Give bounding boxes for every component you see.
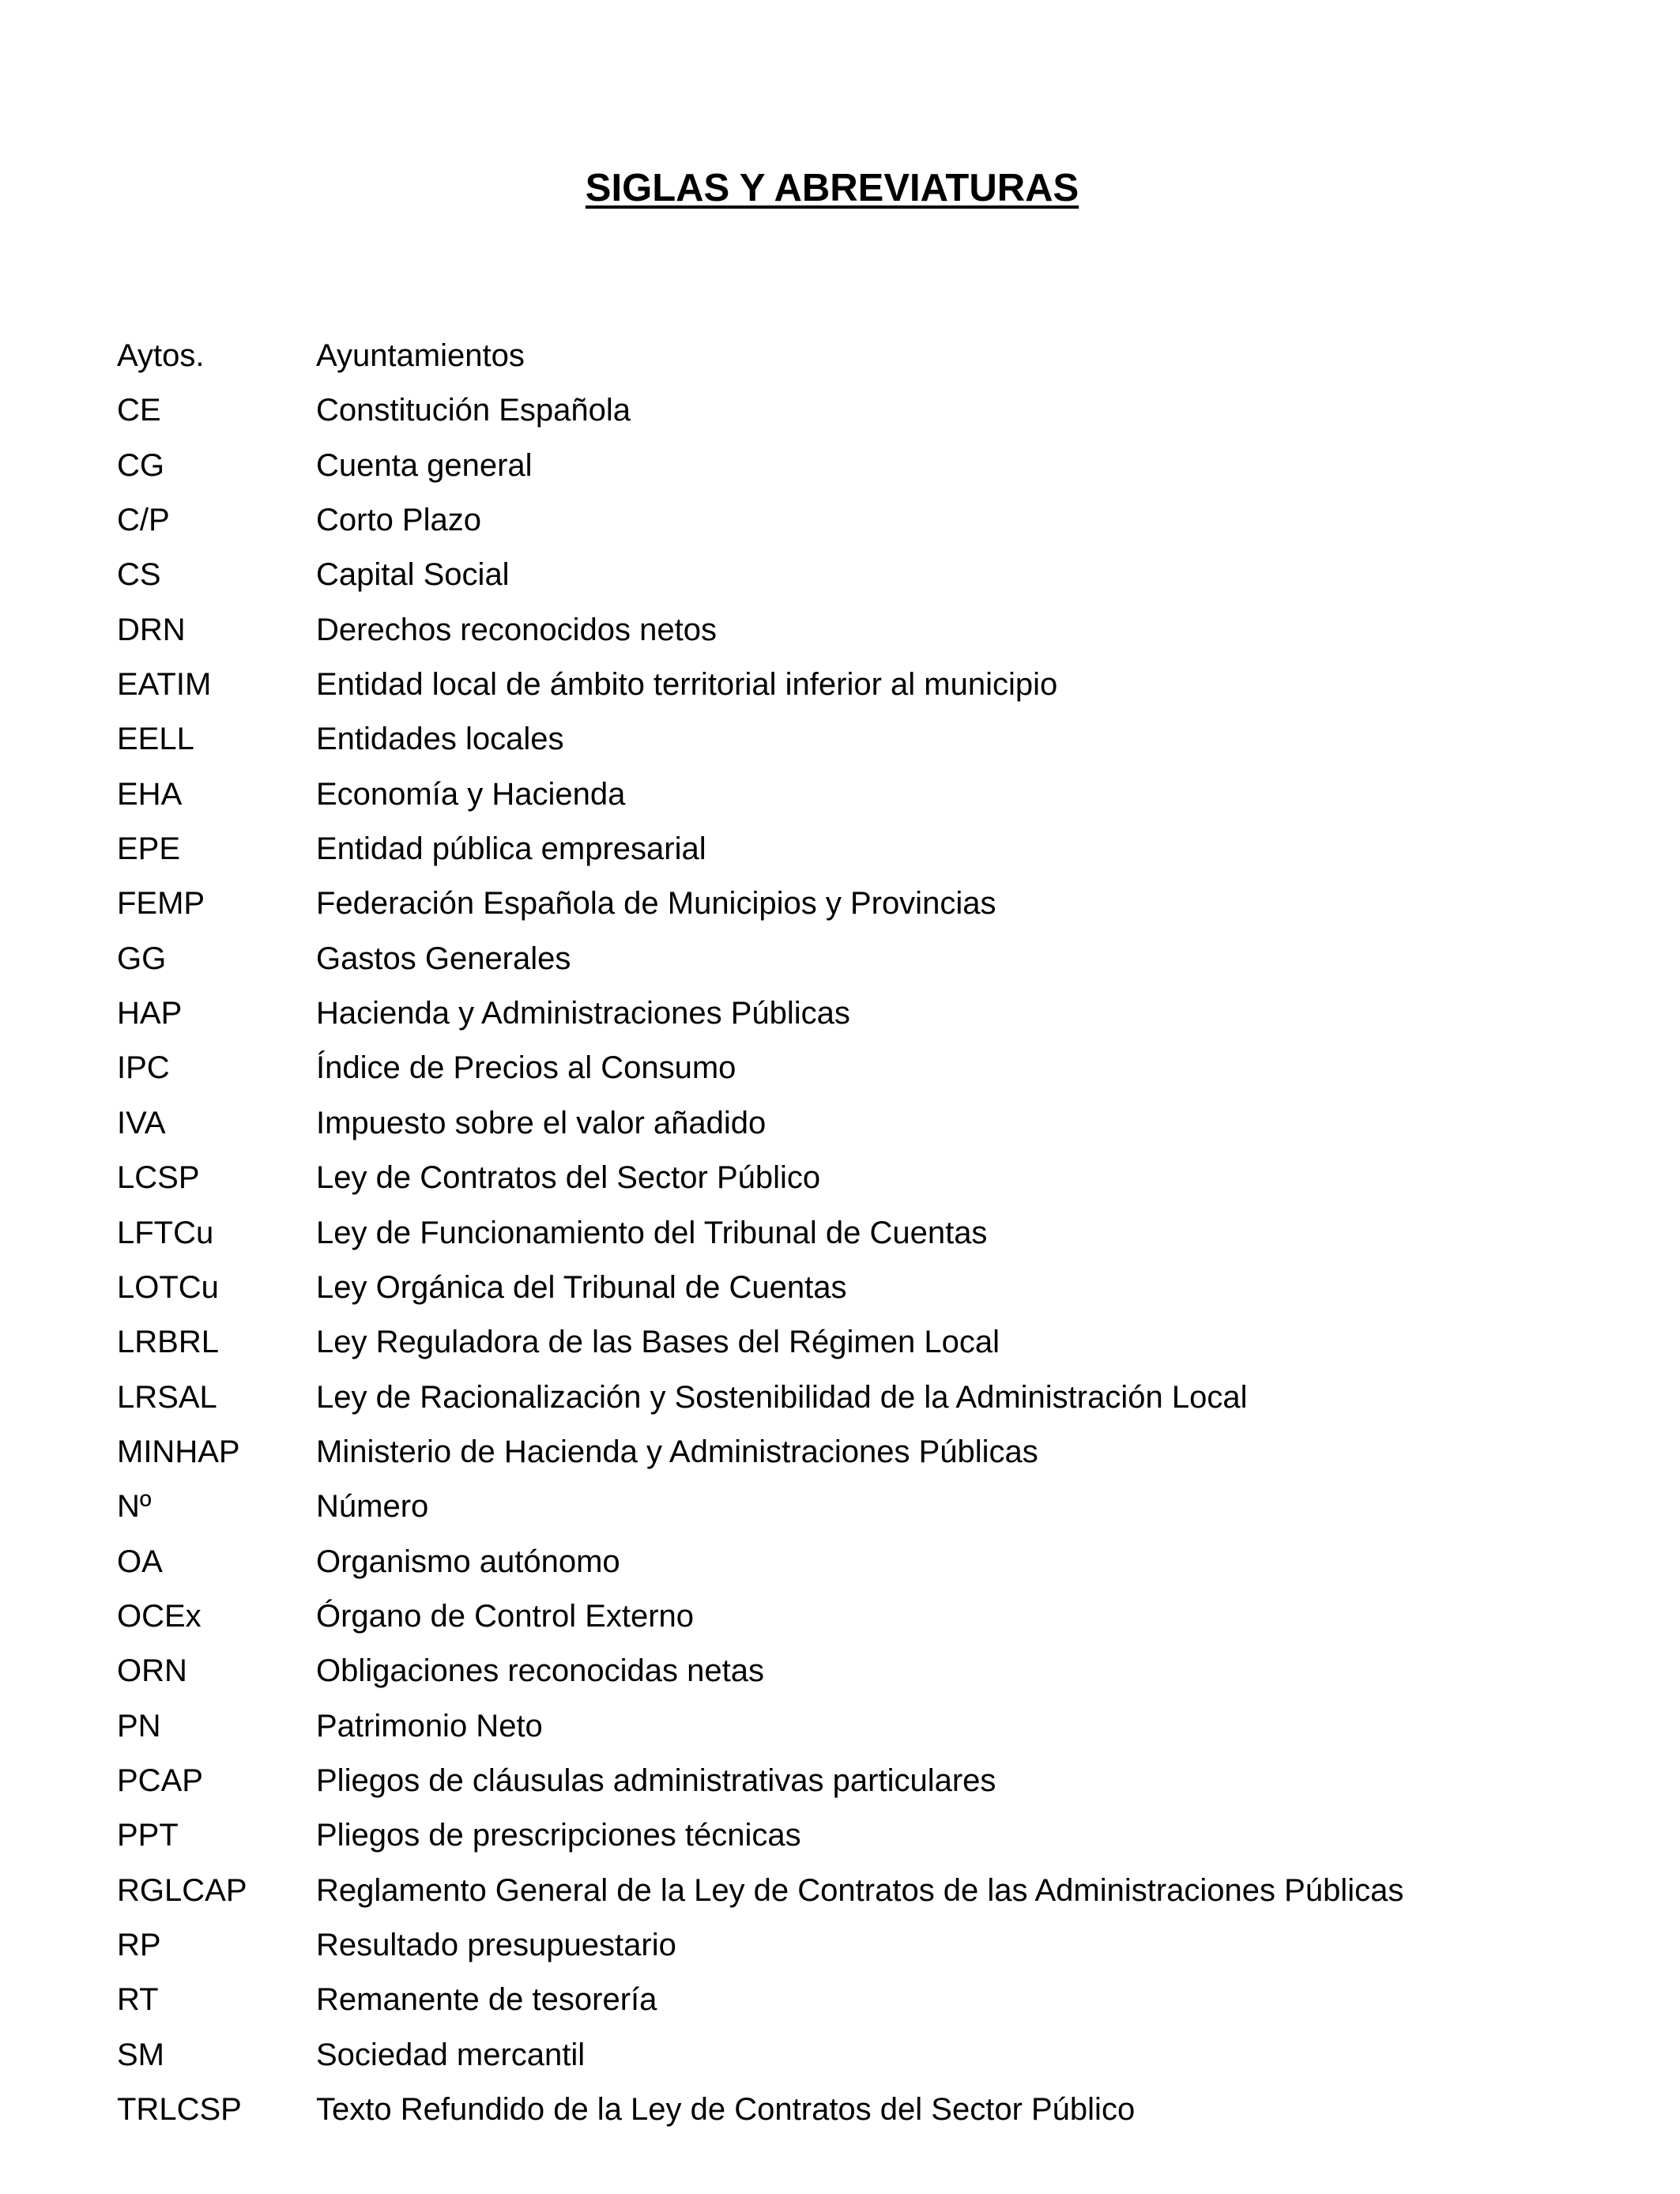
abbreviation-term: LFTCu — [117, 1215, 214, 1250]
abbreviation-row — [117, 886, 1618, 941]
abbreviation-row — [117, 1928, 1618, 1982]
abbreviation-term: SM — [117, 2037, 164, 2072]
abbreviation-row — [117, 1216, 1618, 1270]
abbreviation-row — [117, 1544, 1618, 1599]
abbreviation-definition: Corto Plazo — [316, 503, 481, 538]
abbreviation-definition: Sociedad mercantil — [316, 2037, 586, 2072]
abbreviation-definition: Organismo autónomo — [316, 1544, 620, 1579]
abbreviation-definition: Federación Española de Municipios y Provincias — [316, 886, 996, 922]
abbreviation-row — [117, 1818, 1618, 1872]
abbreviation-row — [117, 393, 1618, 447]
abbreviation-row — [117, 557, 1618, 612]
abbreviation-row — [117, 1982, 1618, 2037]
abbreviation-definition: Impuesto sobre el valor añadido — [316, 1105, 767, 1140]
abbreviation-row — [117, 1380, 1618, 1434]
abbreviation-definition: Reglamento General de la Ley de Contratos de las Administraciones Públicas — [316, 1872, 1404, 1908]
abbreviation-row — [117, 667, 1618, 722]
abbreviation-term: CS — [117, 557, 161, 593]
abbreviation-definition: Ley Reguladora de las Bases del Régimen Local — [316, 1325, 1000, 1360]
abbreviation-term: EATIM — [117, 667, 212, 703]
abbreviation-definition: Texto Refundido de la Ley de Contratos del Sector Público — [316, 2092, 1136, 2127]
abbreviation-term: LRBRL — [117, 1325, 219, 1360]
abbreviation-term: RP — [117, 1927, 161, 1962]
abbreviation-row — [117, 1106, 1618, 1160]
abbreviation-term: HAP — [117, 996, 183, 1031]
abbreviation-term: TRLCSP — [117, 2092, 242, 2127]
abbreviation-term: EELL — [117, 722, 194, 757]
abbreviation-term: GG — [117, 941, 167, 976]
abbreviation-term: LOTCu — [117, 1269, 219, 1305]
abbreviation-definition: Índice de Precios al Consumo — [316, 1050, 736, 1086]
abbreviation-term: DRN — [117, 612, 186, 647]
abbreviation-definition: Ministerio de Hacienda y Administraciones Públicas — [316, 1434, 1038, 1469]
abbreviation-definition: Derechos reconocidos netos — [316, 612, 717, 647]
abbreviation-definition: Cuenta general — [316, 447, 533, 483]
abbreviation-term: LRSAL — [117, 1379, 217, 1415]
abbreviation-row — [117, 1270, 1618, 1325]
abbreviation-definition: Ley de Contratos del Sector Público — [316, 1160, 821, 1196]
abbreviation-definition: Hacienda y Administraciones Públicas — [316, 996, 850, 1031]
abbreviation-row — [117, 2038, 1618, 2092]
abbreviation-term: PN — [117, 1708, 161, 1744]
abbreviation-term: OA — [117, 1544, 163, 1579]
abbreviation-term: RT — [117, 1982, 159, 2018]
abbreviation-term: FEMP — [117, 886, 205, 922]
page-title: SIGLAS Y ABREVIATURAS — [585, 167, 1079, 209]
abbreviation-term: CE — [117, 393, 161, 428]
abbreviation-term: PPT — [117, 1818, 179, 1853]
abbreviation-term: MINHAP — [117, 1434, 240, 1469]
abbreviation-row — [117, 1489, 1618, 1544]
abbreviation-definition: Pliegos de cláusulas administrativas particulares — [316, 1762, 996, 1798]
abbreviation-row — [117, 448, 1618, 503]
abbreviation-definition: Constitución Española — [316, 393, 631, 428]
abbreviation-definition: Pliegos de prescripciones técnicas — [316, 1818, 801, 1853]
abbreviation-term: IPC — [117, 1050, 170, 1086]
abbreviation-definition: Economía y Hacienda — [316, 776, 626, 812]
abbreviation-term: PCAP — [117, 1762, 203, 1798]
abbreviation-row — [117, 503, 1618, 557]
abbreviation-definition: Número — [316, 1489, 429, 1525]
abbreviation-row — [117, 1709, 1618, 1763]
abbreviation-term: CG — [117, 447, 164, 483]
abbreviation-row — [117, 996, 1618, 1050]
abbreviation-definition: Entidad local de ámbito territorial inferior al municipio — [316, 667, 1058, 703]
abbreviation-definition: Ley de Racionalización y Sostenibilidad de la Administración Local — [316, 1379, 1248, 1415]
abbreviation-row — [117, 1160, 1618, 1215]
abbreviation-term: IVA — [117, 1105, 166, 1140]
abbreviation-row — [117, 1873, 1618, 1928]
abbreviation-row — [117, 1325, 1618, 1379]
abbreviation-definition: Patrimonio Neto — [316, 1708, 543, 1744]
abbreviation-term: Aytos. — [117, 338, 205, 373]
abbreviation-row — [117, 1763, 1618, 1818]
abbreviation-row — [117, 613, 1618, 667]
abbreviation-term: ORN — [117, 1653, 187, 1689]
abbreviation-row — [117, 777, 1618, 831]
abbreviation-row — [117, 1050, 1618, 1105]
abbreviation-definition: Gastos Generales — [316, 941, 571, 976]
abbreviation-term: LCSP — [117, 1160, 200, 1196]
abbreviation-definition: Obligaciones reconocidas netas — [316, 1653, 765, 1689]
abbreviation-row — [117, 1599, 1618, 1653]
abbreviation-definition: Entidad pública empresarial — [316, 831, 706, 867]
abbreviation-definition: Ley de Funcionamiento del Tribunal de Cuentas — [316, 1215, 988, 1250]
abbreviation-definition: Remanente de tesorería — [316, 1982, 657, 2018]
abbreviation-term: Nº — [117, 1489, 152, 1525]
abbreviation-definition: Entidades locales — [316, 722, 564, 757]
abbreviation-definition: Resultado presupuestario — [316, 1927, 676, 1962]
abbreviation-term: OCEx — [117, 1598, 202, 1634]
abbreviation-term: EHA — [117, 776, 183, 812]
abbreviation-definition: Ayuntamientos — [316, 338, 525, 373]
abbreviation-list — [117, 338, 1618, 2147]
abbreviation-definition: Ley Orgánica del Tribunal de Cuentas — [316, 1269, 847, 1305]
abbreviation-row — [117, 1434, 1618, 1489]
abbreviation-row — [117, 2092, 1618, 2147]
abbreviation-term: RGLCAP — [117, 1872, 247, 1908]
abbreviation-row — [117, 1653, 1618, 1708]
abbreviation-row — [117, 831, 1618, 886]
abbreviation-definition: Órgano de Control Externo — [316, 1598, 695, 1634]
abbreviation-row — [117, 722, 1618, 776]
abbreviation-row — [117, 941, 1618, 996]
abbreviation-row — [117, 338, 1618, 393]
abbreviation-definition: Capital Social — [316, 557, 510, 593]
abbreviation-term: C/P — [117, 503, 170, 538]
abbreviation-term: EPE — [117, 831, 181, 867]
